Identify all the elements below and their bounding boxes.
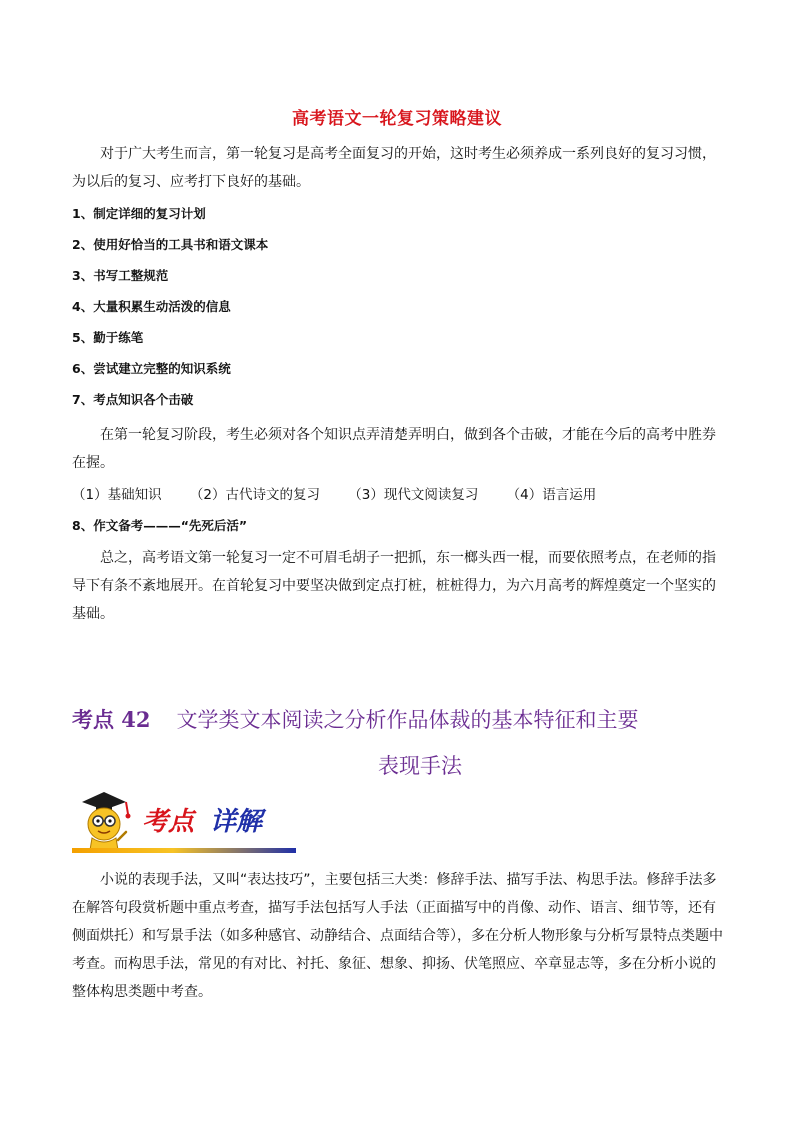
list-item-1: 1、制定详细的复习计划 — [72, 206, 206, 221]
section-title-line1: 文学类文本阅读之分析作品体裁的基本特征和主要 — [176, 708, 639, 732]
subitem-4: （4）语言运用 — [506, 487, 597, 503]
subitem-3: （3）现代文阅读复习 — [348, 487, 479, 503]
subitem-1: （1）基础知识 — [72, 487, 162, 503]
list-item-2: 2、使用好恰当的工具书和语文课本 — [72, 237, 269, 252]
list-item-8: 8、作文备考———“先死后活” — [72, 518, 248, 533]
point7-paragraph: 在第一轮复习阶段，考生必须对各个知识点弄清楚弄明白，做到各个击破，才能在今后的高考中胜券在握。 — [72, 427, 716, 471]
body-paragraph: 小说的表现手法，又叫“表达技巧”，主要包括三大类：修辞手法、描写手法、构思手法。修辞手法多在解答句段赏析题中重点考查，描写手法包括写人手法（正面描写中的肖像、动作、语言、细节等，还有侧面烘托）和写景手法（如多种感官、动静结合、点面结合等），多在分析人物形象与分析写景特点类题中考查。而构思手法，常见的有对比、衬托、象征、想象、抑扬、伏笔照应、卒章显志等，多在分析小说的整体构思类题中考查。 — [72, 872, 723, 1000]
page-title: 高考语文一轮复习策略建议 — [292, 109, 502, 129]
list-item-5: 5、勤于练笔 — [72, 330, 144, 345]
badge-xiangjie-text: 详解 — [210, 807, 263, 837]
list-item-7: 7、考点知识各个击破 — [72, 392, 194, 407]
conclusion-paragraph: 总之，高考语文第一轮复习一定不可眉毛胡子一把抓，东一榔头西一棍，而要依照考点，在老师的指导下有条不紊地展开。在首轮复习中要坚决做到定点打桩，桩桩得力，为六月高考的辉煌奠定一个坚实的基础。 — [72, 550, 716, 622]
cartoon-scholar-icon — [72, 788, 302, 858]
list-item-6: 6、尝试建立完整的知识系统 — [72, 361, 231, 376]
section-number: 考点 42 — [72, 707, 151, 732]
list-item-4: 4、大量积累生动活泼的信息 — [72, 299, 231, 314]
intro-paragraph: 对于广大考生而言，第一轮复习是高考全面复习的开始，这时考生必须养成一系列良好的复习习惯，为以后的复习、应考打下良好的基础。 — [72, 146, 716, 190]
section-heading — [72, 700, 728, 786]
list-item-3: 3、书写工整规范 — [72, 268, 169, 283]
subitem-2: （2）古代诗文的复习 — [189, 487, 320, 503]
section-title-line2: 表现手法 — [378, 754, 462, 778]
subitems-row — [72, 485, 728, 505]
badge-kaodian-text: 考点 — [142, 807, 195, 837]
kaodian-xiangjie-badge — [72, 788, 302, 858]
